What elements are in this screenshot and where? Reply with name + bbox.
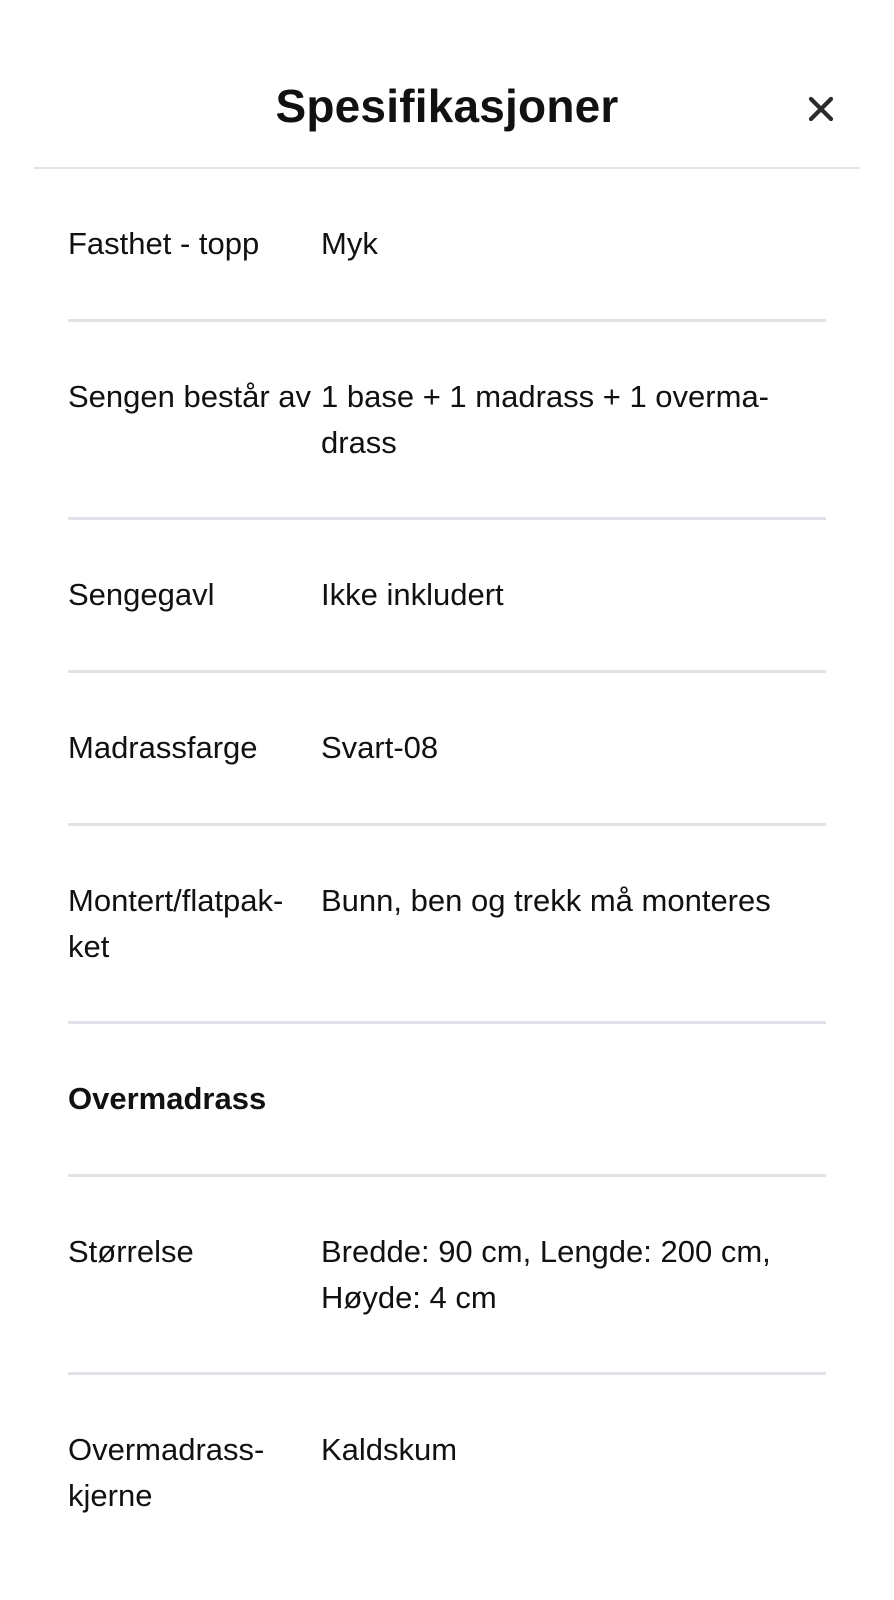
- close-button[interactable]: [804, 92, 838, 126]
- spec-row-madrassfarge: [68, 673, 826, 826]
- spec-label: Madrassfarge: [68, 730, 258, 765]
- dialog-header: [0, 0, 894, 168]
- spec-value: 1 base + 1 madrass + 1 overma-drass: [321, 379, 770, 460]
- spec-row-fasthet: [68, 169, 826, 322]
- spec-value: Kaldskum: [321, 1432, 458, 1467]
- spec-label: Størrelse: [68, 1234, 194, 1269]
- spec-label: Sengen består av: [68, 379, 312, 414]
- spec-label: Fasthet - topp: [68, 226, 260, 261]
- spec-value: Bredde: 90 cm, Lengde: 200 cm, Høyde: 4 cm: [321, 1234, 771, 1315]
- spec-value: Ikke inkludert: [321, 577, 504, 612]
- spec-label: Overmadrass-kjerne: [68, 1432, 265, 1513]
- spec-row-montert: [68, 826, 826, 1024]
- spec-value: Svart-08: [321, 730, 439, 765]
- section-title: Overmadrass: [68, 1081, 267, 1116]
- dialog-title: Spesifikasjoner: [275, 80, 619, 132]
- spec-row-overmadrass-kjerne: [68, 1375, 826, 1555]
- spec-row-sengegavl: [68, 520, 826, 673]
- spec-row-storrelse: [68, 1177, 826, 1375]
- spec-value: Myk: [321, 226, 378, 261]
- spec-label: Montert/flatpak-ket: [68, 883, 284, 964]
- spec-value: Bunn, ben og trekk må monteres: [321, 883, 771, 918]
- section-row-overmadrass: [68, 1024, 826, 1177]
- close-icon: [808, 96, 834, 122]
- spec-row-sengen-bestar: [68, 322, 826, 520]
- spec-label: Sengegavl: [68, 577, 215, 612]
- spec-list: [68, 169, 826, 1555]
